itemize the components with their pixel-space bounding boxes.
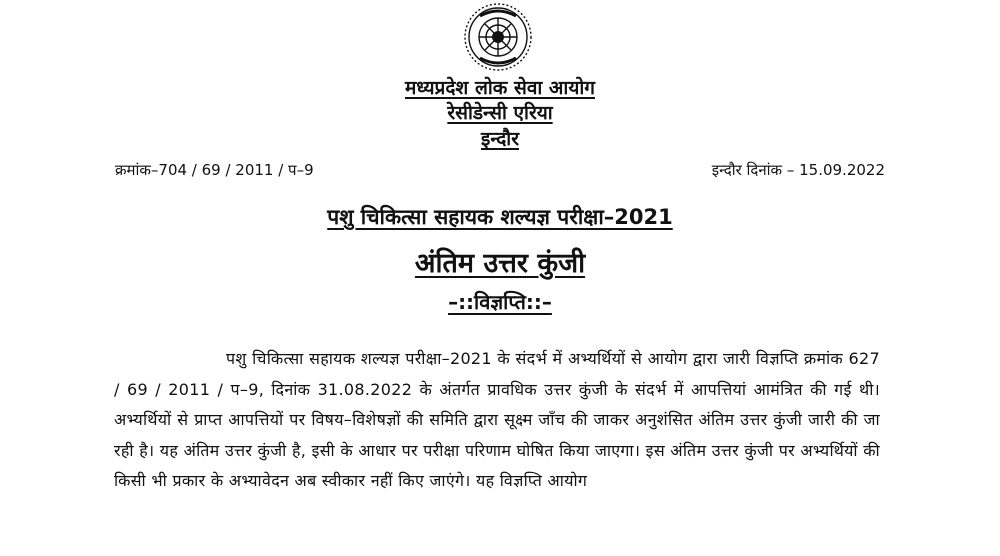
notice-heading xyxy=(0,288,1000,315)
org-area xyxy=(0,101,1000,125)
exam-title xyxy=(0,203,1000,231)
org-city xyxy=(0,127,1000,151)
document-title xyxy=(0,243,1000,280)
org-area-text: रेसीडेन्सी एरिया xyxy=(447,102,553,124)
reference-row xyxy=(115,160,885,180)
mppsc-seal-icon xyxy=(450,2,546,72)
reference-number: क्रमांक–704 / 69 / 2011 / प–9 xyxy=(115,161,314,179)
notice-heading-text: –::विज्ञप्ति::– xyxy=(448,290,552,314)
org-name-text: मध्यप्रदेश लोक सेवा आयोग xyxy=(405,77,595,99)
org-city-text: इन्दौर xyxy=(481,128,519,150)
exam-title-text: पशु चिकित्सा सहायक शल्यज्ञ परीक्षा–2021 xyxy=(327,205,673,229)
notice-paragraph: पशु चिकित्सा सहायक शल्यज्ञ परीक्षा–2021 के संदर्भ में अभ्यर्थियों से आयोग द्वारा जारी विज्ञप्ति क्रमांक 627 / 69 / 2011 / प–9, दिनांक 31.08.2022 के अंतर्गत प्रावधिक उत्तर कुंजी के संदर्भ में आपत्तियां आमंत्रित की गई थी। अभ्यर्थियों से प्राप्त आपत्तियों पर विषय–विशेषज्ञों की समिति द्वारा सूक्ष्म जाँच की जाकर अनुशंसित अंतिम उत्तर कुंजी जारी की जा रही है। यह अंतिम उत्तर कुंजी है, इसी के आधार पर परीक्षा परिणाम घोषित किया जाएगा। इस अंतिम उत्तर कुंजी पर अभ्यर्थियों की किसी भी प्रकार के अभ्यावेदन अब स्वीकार नहीं किए जाएंगे। यह विज्ञप्ति आयोग xyxy=(114,349,880,490)
document-title-text: अंतिम उत्तर कुंजी xyxy=(414,248,586,279)
org-name xyxy=(0,76,1000,100)
reference-date: इन्दौर दिनांक – 15.09.2022 xyxy=(711,161,885,179)
commission-seal xyxy=(450,2,546,72)
